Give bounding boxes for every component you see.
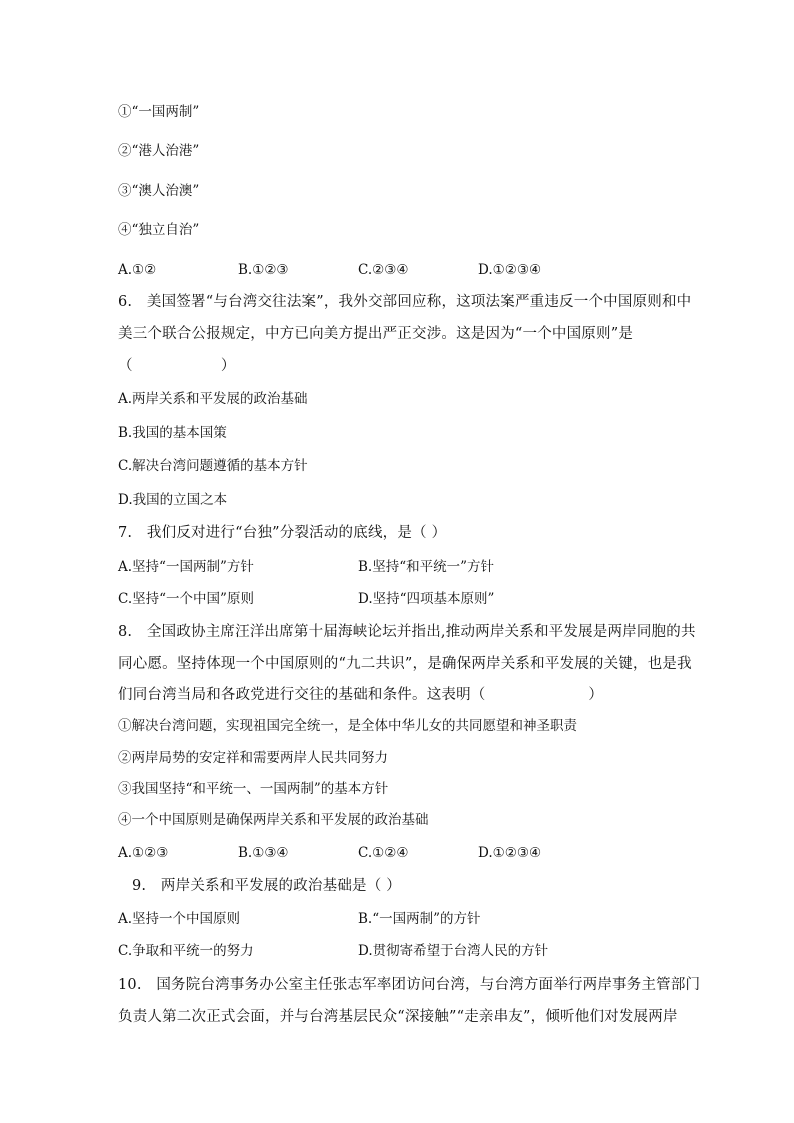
q9-stem: 9. 两岸关系和平发展的政治基础是（ ） [132,878,401,894]
q5-option-c: C.②③④ [358,262,409,278]
q6-option-b: B.我国的基本国策 [118,425,227,441]
q6-option-c: C.解决台湾问题遵循的基本方针 [118,458,308,474]
q8-item-4: ④一个中国原则是确保两岸关系和平发展的政治基础 [118,812,429,828]
q8-option-a: A.①②③ [118,845,169,861]
q9-option-b: B.“一国两制”的方针 [358,911,481,927]
q5-option-b: B.①②③ [238,262,289,278]
q9-option-c: C.争取和平统一的努力 [118,943,254,959]
q8-stem-line-1: 8. 全国政协主席汪洋出席第十届海峡论坛并指出,推动两岸关系和平发展是两岸同胞的共 [118,624,696,640]
q8-item-3: ③我国坚持“和平统一、一国两制”的基本方针 [118,781,389,797]
q7-option-b: B.坚持“和平统一”方针 [358,559,495,575]
q7-stem: 7. 我们反对进行“台独”分裂活动的底线，是（ ） [118,525,447,541]
q7-option-c: C.坚持“一个中国”原则 [118,591,254,607]
q8-option-c: C.①②④ [358,845,409,861]
q6-answer-blank: （ ） [118,358,236,374]
q8-option-b: B.①③④ [238,845,289,861]
q8-stem-line-2: 同心愿。坚持体现一个中国原则的“九二共识”，是确保两岸关系和平发展的关键，也是我 [118,656,692,672]
q6-stem-line-2: 美三个联合公报规定，中方已向美方提出严正交涉。这是因为“一个中国原则”是 [118,326,634,342]
q8-item-1: ①解决台湾问题，实现祖国完全统一，是全体中华儿女的共同愿望和神圣职责 [118,718,577,734]
q10-stem-line-1: 10. 国务院台湾事务办公室主任张志军率团访问台湾，与台湾方面举行两岸事务主管部门 [118,977,701,993]
q8-stem-line-3: 们同台湾当局和各政党进行交往的基础和条件。这表明（ ） [118,687,604,703]
q7-option-d: D.坚持“四项基本原则” [358,591,495,607]
q5-option-d: D.①②③④ [478,262,542,278]
q9-option-d: D.贯彻寄希望于台湾人民的方针 [358,943,549,959]
q5-option-a: A.①② [118,262,157,278]
q5-item-1: ①“一国两制” [118,104,200,120]
q5-item-2: ②“港人治港” [118,143,200,159]
q9-option-a: A.坚持一个中国原则 [118,911,241,927]
q8-option-d: D.①②③④ [478,845,542,861]
q8-item-2: ②两岸局势的安定祥和需要两岸人民共同努力 [118,750,388,766]
q6-stem-line-1: 6. 美国签署“与台湾交往法案”，我外交部回应称，这项法案严重违反一个中国原则和中 [118,294,692,310]
q5-item-4: ④“独立自治” [118,222,200,238]
q7-option-a: A.坚持“一国两制”方针 [118,559,254,575]
q6-option-a: A.两岸关系和平发展的政治基础 [118,391,308,407]
q5-item-3: ③“澳人治澳” [118,183,200,199]
q6-option-d: D.我国的立国之本 [118,492,228,508]
q10-stem-line-2: 负责人第二次正式会面，并与台湾基层民众“深接触”“走亲串友”，倾听他们对发展两岸 [118,1009,678,1025]
